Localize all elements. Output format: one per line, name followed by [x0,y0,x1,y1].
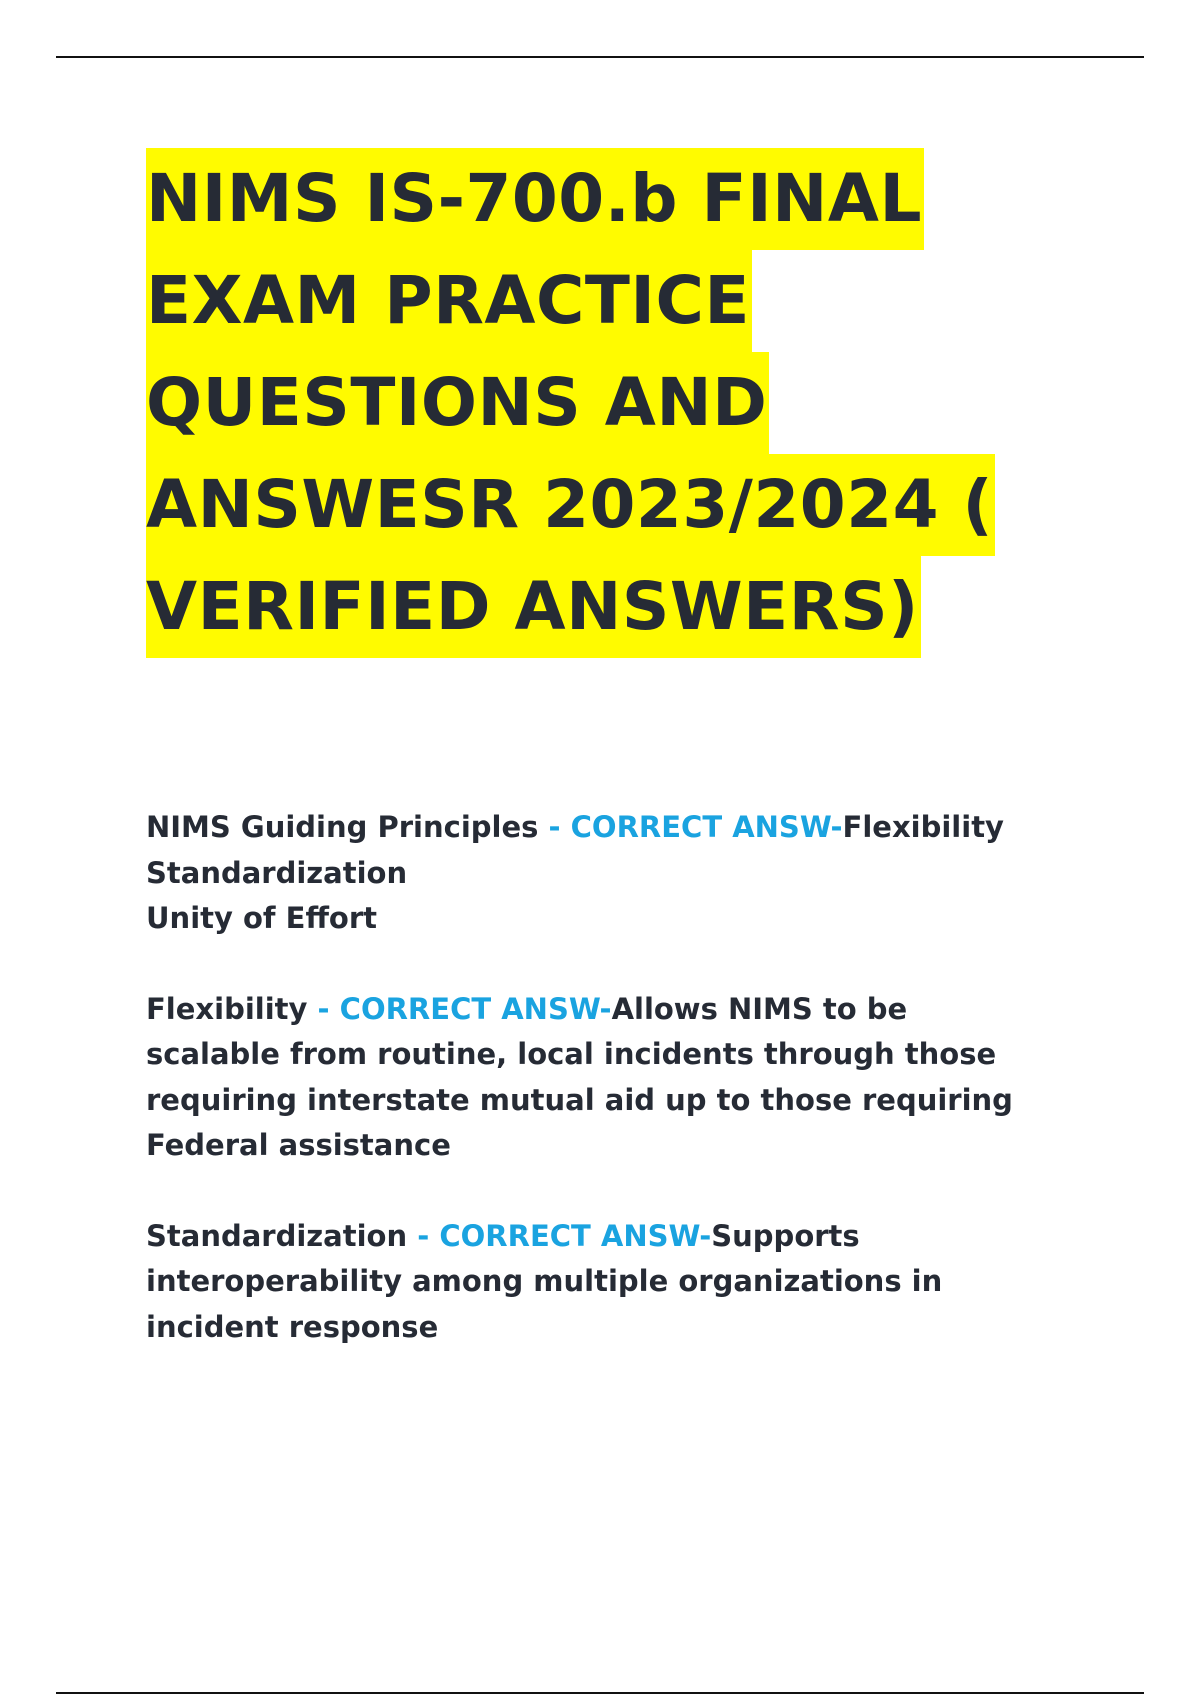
answer-marker: - CORRECT ANSW- [317,991,612,1026]
qa-answer: Supports [711,1218,860,1253]
qa-item [146,987,1106,1169]
qa-answer: Flexibility [842,810,1004,844]
qa-answer: Allows NIMS to be [611,991,908,1026]
title-line: EXAM PRACTICE [146,250,752,352]
qa-answer-line: Unity of Effort [146,901,378,935]
bottom-rule [56,1692,1144,1694]
answer-marker: - CORRECT ANSW- [417,1218,712,1253]
qa-answer-line: Federal assistance [146,1128,451,1162]
qa-answer-line: interoperability among multiple organizations in [146,1264,943,1298]
qa-term: Flexibility [146,991,308,1026]
qa-answer-line: Standardization [146,855,408,890]
title-line: VERIFIED ANSWERS) [146,556,921,658]
top-rule [56,56,1144,58]
answer-marker: - CORRECT ANSW- [548,810,843,844]
title-line: QUESTIONS AND [146,352,769,454]
qa-list [146,805,1106,1395]
qa-first-line [146,805,1106,851]
document-title [146,148,1046,658]
qa-first-line [146,1214,1106,1260]
title-line: ANSWESR 2023/2024 ( [146,454,995,556]
qa-item [146,1214,1106,1351]
qa-answer-line: scalable from routine, local incidents through those [146,1037,997,1071]
qa-answer-line: incident response [146,1309,439,1344]
qa-first-line [146,987,1106,1033]
qa-item [146,805,1106,942]
qa-answer-line: requiring interstate mutual aid up to those requiring [146,1082,1013,1117]
qa-term: NIMS Guiding Principles [146,810,539,844]
title-line: NIMS IS-700.b FINAL [146,148,924,250]
qa-term: Standardization [146,1218,408,1253]
